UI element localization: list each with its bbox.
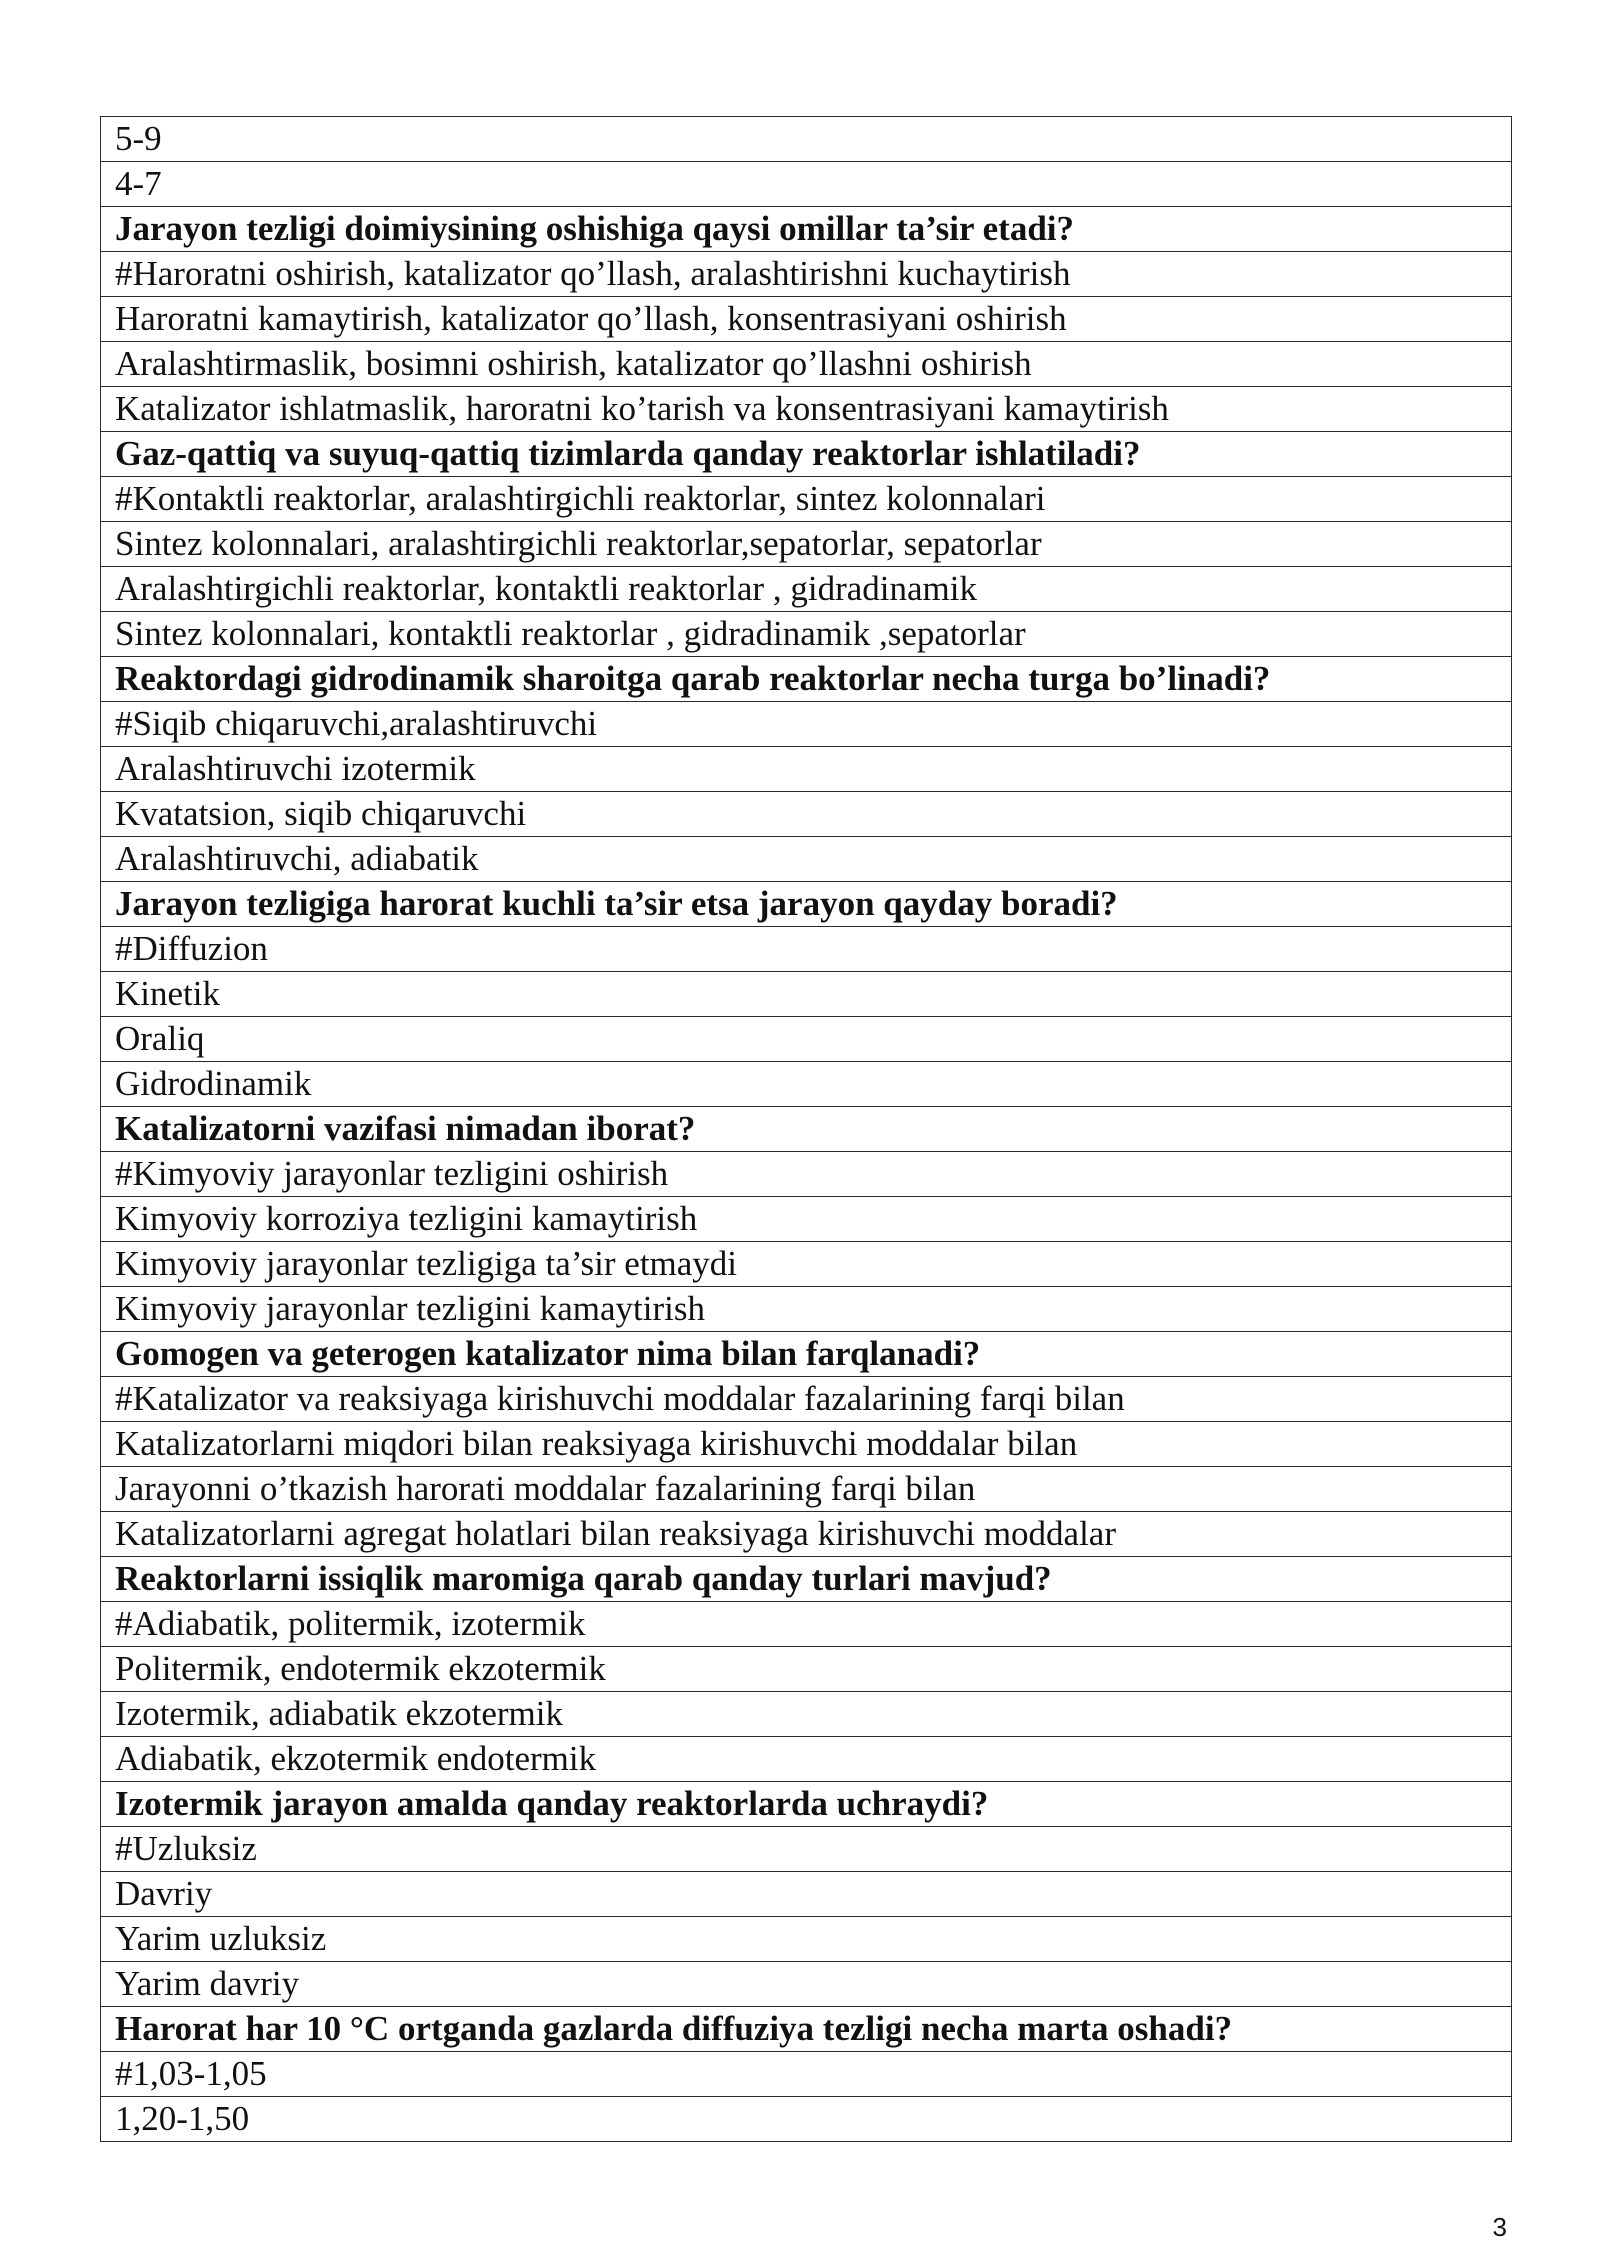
answer-option-text: Katalizatorlarni agregat holatlari bilan reaksiyaga kirishuvchi moddalar xyxy=(101,1512,1512,1557)
answer-option-row xyxy=(101,702,1512,747)
answer-option-text: Davriy xyxy=(101,1872,1512,1917)
answer-option-row xyxy=(101,1062,1512,1107)
answer-option-row xyxy=(101,1377,1512,1422)
answer-option-text: Kvatatsion, siqib chiqaruvchi xyxy=(101,792,1512,837)
answer-option-row xyxy=(101,387,1512,432)
answer-option-text: #Haroratni oshirish, katalizator qo’llash, aralashtirishni kuchaytirish xyxy=(101,252,1512,297)
question-text: Reaktordagi gidrodinamik sharoitga qarab reaktorlar necha turga bo’linadi? xyxy=(101,657,1512,702)
answer-option-row xyxy=(101,1422,1512,1467)
question-row xyxy=(101,1107,1512,1152)
answer-option-text: #1,03-1,05 xyxy=(101,2052,1512,2097)
question-table-body xyxy=(101,117,1512,2142)
answer-option-text: 4-7 xyxy=(101,162,1512,207)
answer-option-row xyxy=(101,1242,1512,1287)
answer-option-row xyxy=(101,162,1512,207)
answer-option-row xyxy=(101,297,1512,342)
answer-option-row xyxy=(101,837,1512,882)
question-row xyxy=(101,882,1512,927)
answer-option-text: #Diffuzion xyxy=(101,927,1512,972)
answer-option-text: 5-9 xyxy=(101,117,1512,162)
answer-option-row xyxy=(101,1647,1512,1692)
answer-option-row xyxy=(101,117,1512,162)
answer-option-text: #Siqib chiqaruvchi,aralashtiruvchi xyxy=(101,702,1512,747)
answer-option-row xyxy=(101,342,1512,387)
answer-option-text: Yarim uzluksiz xyxy=(101,1917,1512,1962)
answer-option-text: Oraliq xyxy=(101,1017,1512,1062)
answer-option-text: Kinetik xyxy=(101,972,1512,1017)
answer-option-row xyxy=(101,1152,1512,1197)
answer-option-text: Sintez kolonnalari, aralashtirgichli reaktorlar,sepatorlar, sepatorlar xyxy=(101,522,1512,567)
answer-option-text: Kimyoviy korroziya tezligini kamaytirish xyxy=(101,1197,1512,1242)
question-row xyxy=(101,657,1512,702)
answer-option-text: Haroratni kamaytirish, katalizator qo’llash, konsentrasiyani oshirish xyxy=(101,297,1512,342)
answer-option-row xyxy=(101,747,1512,792)
question-text: Gomogen va geterogen katalizator nima bilan farqlanadi? xyxy=(101,1332,1512,1377)
answer-option-row xyxy=(101,2097,1512,2142)
answer-option-text: Katalizatorlarni miqdori bilan reaksiyaga kirishuvchi moddalar bilan xyxy=(101,1422,1512,1467)
answer-option-row xyxy=(101,1692,1512,1737)
answer-option-text: #Katalizator va reaksiyaga kirishuvchi moddalar fazalarining farqi bilan xyxy=(101,1377,1512,1422)
answer-option-text: Izotermik, adiabatik ekzotermik xyxy=(101,1692,1512,1737)
answer-option-row xyxy=(101,1917,1512,1962)
question-text: Reaktorlarni issiqlik maromiga qarab qanday turlari mavjud? xyxy=(101,1557,1512,1602)
answer-option-row xyxy=(101,1602,1512,1647)
answer-option-text: Jarayonni o’tkazish harorati moddalar fazalarining farqi bilan xyxy=(101,1467,1512,1512)
answer-option-text: #Kontaktli reaktorlar, aralashtirgichli reaktorlar, sintez kolonnalari xyxy=(101,477,1512,522)
answer-option-text: Yarim davriy xyxy=(101,1962,1512,2007)
answer-option-row xyxy=(101,1467,1512,1512)
answer-option-text: Gidrodinamik xyxy=(101,1062,1512,1107)
question-row xyxy=(101,2007,1512,2052)
answer-option-row xyxy=(101,927,1512,972)
answer-option-text: Politermik, endotermik ekzotermik xyxy=(101,1647,1512,1692)
question-text: Katalizatorni vazifasi nimadan iborat? xyxy=(101,1107,1512,1152)
answer-option-row xyxy=(101,792,1512,837)
question-text: Jarayon tezligiga harorat kuchli ta’sir etsa jarayon qayday boradi? xyxy=(101,882,1512,927)
answer-option-text: #Kimyoviy jarayonlar tezligini oshirish xyxy=(101,1152,1512,1197)
question-text: Izotermik jarayon amalda qanday reaktorlarda uchraydi? xyxy=(101,1782,1512,1827)
answer-option-row xyxy=(101,1827,1512,1872)
question-row xyxy=(101,1782,1512,1827)
answer-option-text: Kimyoviy jarayonlar tezligiga ta’sir etmaydi xyxy=(101,1242,1512,1287)
question-text: Gaz-qattiq va suyuq-qattiq tizimlarda qanday reaktorlar ishlatiladi? xyxy=(101,432,1512,477)
page-number: 3 xyxy=(1492,2212,1507,2242)
answer-option-text: Adiabatik, ekzotermik endotermik xyxy=(101,1737,1512,1782)
question-row xyxy=(101,1557,1512,1602)
question-text: Jarayon tezligi doimiysining oshishiga qaysi omillar ta’sir etadi? xyxy=(101,207,1512,252)
answer-option-text: Katalizator ishlatmaslik, haroratni ko’tarish va konsentrasiyani kamaytirish xyxy=(101,387,1512,432)
answer-option-row xyxy=(101,1872,1512,1917)
answer-option-text: Sintez kolonnalari, kontaktli reaktorlar , gidradinamik ,sepatorlar xyxy=(101,612,1512,657)
answer-option-text: #Adiabatik, politermik, izotermik xyxy=(101,1602,1512,1647)
answer-option-row xyxy=(101,477,1512,522)
answer-option-text: Aralashtirmaslik, bosimni oshirish, katalizator qo’llashni oshirish xyxy=(101,342,1512,387)
question-row xyxy=(101,432,1512,477)
question-text: Harorat har 10 °C ortganda gazlarda diffuziya tezligi necha marta oshadi? xyxy=(101,2007,1512,2052)
answer-option-row xyxy=(101,567,1512,612)
answer-option-row xyxy=(101,522,1512,567)
answer-option-text: #Uzluksiz xyxy=(101,1827,1512,1872)
answer-option-row xyxy=(101,1197,1512,1242)
answer-option-text: 1,20-1,50 xyxy=(101,2097,1512,2142)
question-table xyxy=(100,116,1512,2142)
answer-option-row xyxy=(101,252,1512,297)
question-row xyxy=(101,1332,1512,1377)
answer-option-text: Kimyoviy jarayonlar tezligini kamaytirish xyxy=(101,1287,1512,1332)
answer-option-row xyxy=(101,1737,1512,1782)
answer-option-row xyxy=(101,1512,1512,1557)
answer-option-row xyxy=(101,972,1512,1017)
answer-option-row xyxy=(101,1287,1512,1332)
answer-option-text: Aralashtiruvchi, adiabatik xyxy=(101,837,1512,882)
answer-option-text: Aralashtiruvchi izotermik xyxy=(101,747,1512,792)
answer-option-text: Aralashtirgichli reaktorlar, kontaktli reaktorlar , gidradinamik xyxy=(101,567,1512,612)
answer-option-row xyxy=(101,612,1512,657)
answer-option-row xyxy=(101,1017,1512,1062)
answer-option-row xyxy=(101,1962,1512,2007)
question-row xyxy=(101,207,1512,252)
answer-option-row xyxy=(101,2052,1512,2097)
